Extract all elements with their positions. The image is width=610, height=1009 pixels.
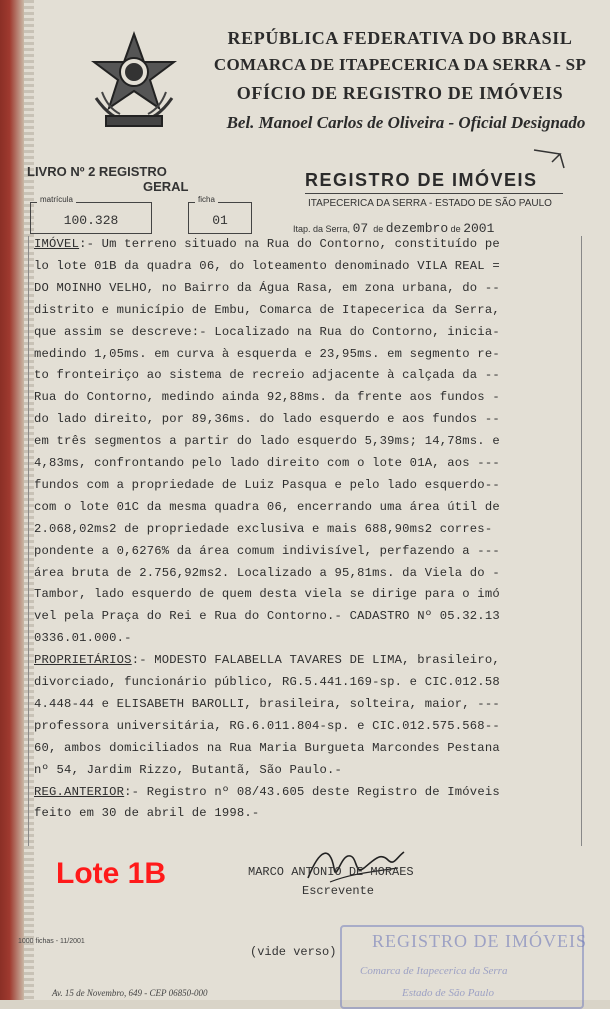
text-line <box>34 631 132 645</box>
header-republic: REPÚBLICA FEDERATIVA DO BRASIL <box>227 28 573 48</box>
registry-stamp <box>340 925 587 1009</box>
registry-date <box>293 221 494 236</box>
line-text: pondente a 0,6276% da área comum indivisível, perfazendo a --- <box>34 543 500 558</box>
text-line <box>34 763 342 777</box>
text-line <box>34 434 500 448</box>
text-line <box>34 281 500 295</box>
text-line <box>34 653 500 667</box>
signer-name: MARCO ANTONIO DE MORAES <box>248 865 414 879</box>
section-label: IMÓVEL <box>34 237 80 251</box>
text-line <box>34 697 500 711</box>
text-line <box>34 412 500 426</box>
line-text: nº 54, Jardim Rizzo, Butantã, São Paulo.- <box>34 762 343 777</box>
registry-title: REGISTRO DE IMÓVEIS <box>305 170 538 190</box>
line-text: com o lote 01C da mesma quadra 06, encerrando uma área útil de <box>34 499 500 514</box>
registry-divider <box>305 193 563 194</box>
see-reverse: (vide verso) <box>250 945 337 959</box>
text-line <box>34 478 500 492</box>
line-text: 60, ambos domiciliados na Rua Maria Burgueta Marcondes Pestana <box>34 740 500 755</box>
line-text: 4,83ms, confrontando pelo lado direito com o lote 01A, aos --- <box>34 456 500 470</box>
header-officer: Bel. Manoel Carlos de Oliveira - Oficial Designado <box>226 113 586 132</box>
text-line <box>34 544 500 558</box>
ficha-value: 01 <box>212 213 228 228</box>
section-label: REG.ANTERIOR <box>34 784 125 799</box>
text-line <box>34 587 500 601</box>
text-line <box>34 368 500 382</box>
line-text: :- MODESTO FALABELLA TAVARES DE LIMA, brasileiro, <box>131 653 500 668</box>
text-line <box>34 806 259 820</box>
text-line <box>34 566 500 580</box>
text-line <box>34 785 500 799</box>
text-line <box>34 719 500 733</box>
text-line <box>34 347 500 361</box>
date-de2: de <box>450 224 461 234</box>
line-text: Rua do Contorno, medindo ainda 92,88ms. da frente aos fundos - <box>34 390 500 405</box>
line-text: 2.068,02ms2 de propriedade exclusiva e mais 688,90ms2 corres- <box>34 521 493 536</box>
text-line <box>34 609 500 623</box>
text-line <box>34 500 500 514</box>
line-text: que assim se descreve:- Localizado na Rua do Contorno, inicia- <box>34 324 500 339</box>
header-office: OFÍCIO DE REGISTRO DE IMÓVEIS <box>236 83 564 103</box>
line-text: to fronteiriço ao sistema de recreio adjacente à calçada da -- <box>34 368 500 383</box>
text-line <box>34 522 492 536</box>
text-line <box>34 259 500 273</box>
ficha-label: ficha <box>195 195 218 204</box>
line-text: professora universitária, RG.6.011.804-sp. e CIC.012.575.568-- <box>34 718 500 733</box>
date-day: 07 <box>352 221 369 236</box>
text-line <box>34 675 500 689</box>
book-title-line2: GERAL <box>143 179 189 194</box>
stamp-line2: Comarca de Itapecerica da Serra <box>360 965 508 977</box>
matricula-label: matrícula <box>37 195 76 204</box>
book-title <box>27 164 189 194</box>
line-text: feito em 30 de abril de 1998.- <box>34 806 260 821</box>
line-text: :- Um terreno situado na Rua do Contorno, constituído pe <box>79 237 500 251</box>
date-year: 2001 <box>463 221 495 236</box>
lote-annotation: Lote 1B <box>56 857 167 890</box>
line-text: em três segmentos a partir do lado esquerdo 5,39ms; 14,78ms. e <box>34 434 500 449</box>
text-line <box>34 456 500 470</box>
line-text: distrito e município de Embu, Comarca de Itapecerica da Serra, <box>34 302 500 317</box>
line-text: DO MOINHO VELHO, no Bairro da Água Rasa, em zona urbana, do -- <box>34 280 500 295</box>
signer-role: Escrevente <box>302 884 375 898</box>
stamp-line1: REGISTRO DE IMÓVEIS <box>372 931 587 951</box>
matricula-box <box>30 195 152 234</box>
registry-subtitle: ITAPECERICA DA SERRA - ESTADO DE SÃO PAULO <box>308 198 552 209</box>
book-binding <box>0 0 24 1000</box>
text-line <box>34 237 500 251</box>
line-text: vel pela Praça do Rei e Rua do Contorno.- CADASTRO Nº 05.32.13 <box>34 609 500 624</box>
ficha-box <box>188 195 252 234</box>
stamp-line3: Estado de São Paulo <box>402 987 494 999</box>
form-note: 1000 fichas - 11/2001 <box>18 938 85 945</box>
coat-of-arms-icon <box>84 28 184 132</box>
header-comarca: COMARCA DE ITAPECERICA DA SERRA - SP <box>213 55 587 74</box>
line-text: divorciado, funcionário público, RG.5.441.169-sp. e CIC.012.58 <box>34 675 500 689</box>
section-label: PROPRIETÁRIOS <box>34 653 132 668</box>
line-text: Tambor, lado esquerdo de quem desta viela se dirige para o imó <box>34 587 500 602</box>
text-line <box>34 325 500 339</box>
date-de1: de <box>373 224 384 234</box>
line-text: do lado direito, por 89,36ms. do lado esquerdo e aos fundos -- <box>34 412 500 427</box>
date-month: dezembro <box>385 221 449 236</box>
text-line <box>34 741 500 755</box>
matricula-value: 100.328 <box>63 213 119 228</box>
date-place: Itap. da Serra, <box>293 224 351 234</box>
line-text: medindo 1,05ms. em curva à esquerda e 23,95ms. em segmento re- <box>34 346 500 361</box>
book-title-line1: LIVRO Nº 2 REGISTRO <box>27 164 167 179</box>
line-text: lo lote 01B da quadra 06, do loteamento denominado VILA REAL = <box>34 258 500 273</box>
text-line <box>34 303 500 317</box>
office-address: Av. 15 de Novembro, 649 - CEP 06850-000 <box>52 988 208 998</box>
line-text: :- Registro nº 08/43.605 deste Registro de Imóveis <box>124 784 500 799</box>
line-text: 4.448-44 e ELISABETH BAROLLI, brasileira, solteira, maior, --- <box>34 696 500 711</box>
line-text: área bruta de 2.756,92ms2. Localizado a 95,81ms. da Viela do - <box>34 565 500 580</box>
text-line <box>34 390 500 404</box>
line-text: 0336.01.000.- <box>34 631 132 646</box>
line-text: fundos com a propriedade de Luiz Pasqua e pelo lado esquerdo-- <box>34 477 500 492</box>
